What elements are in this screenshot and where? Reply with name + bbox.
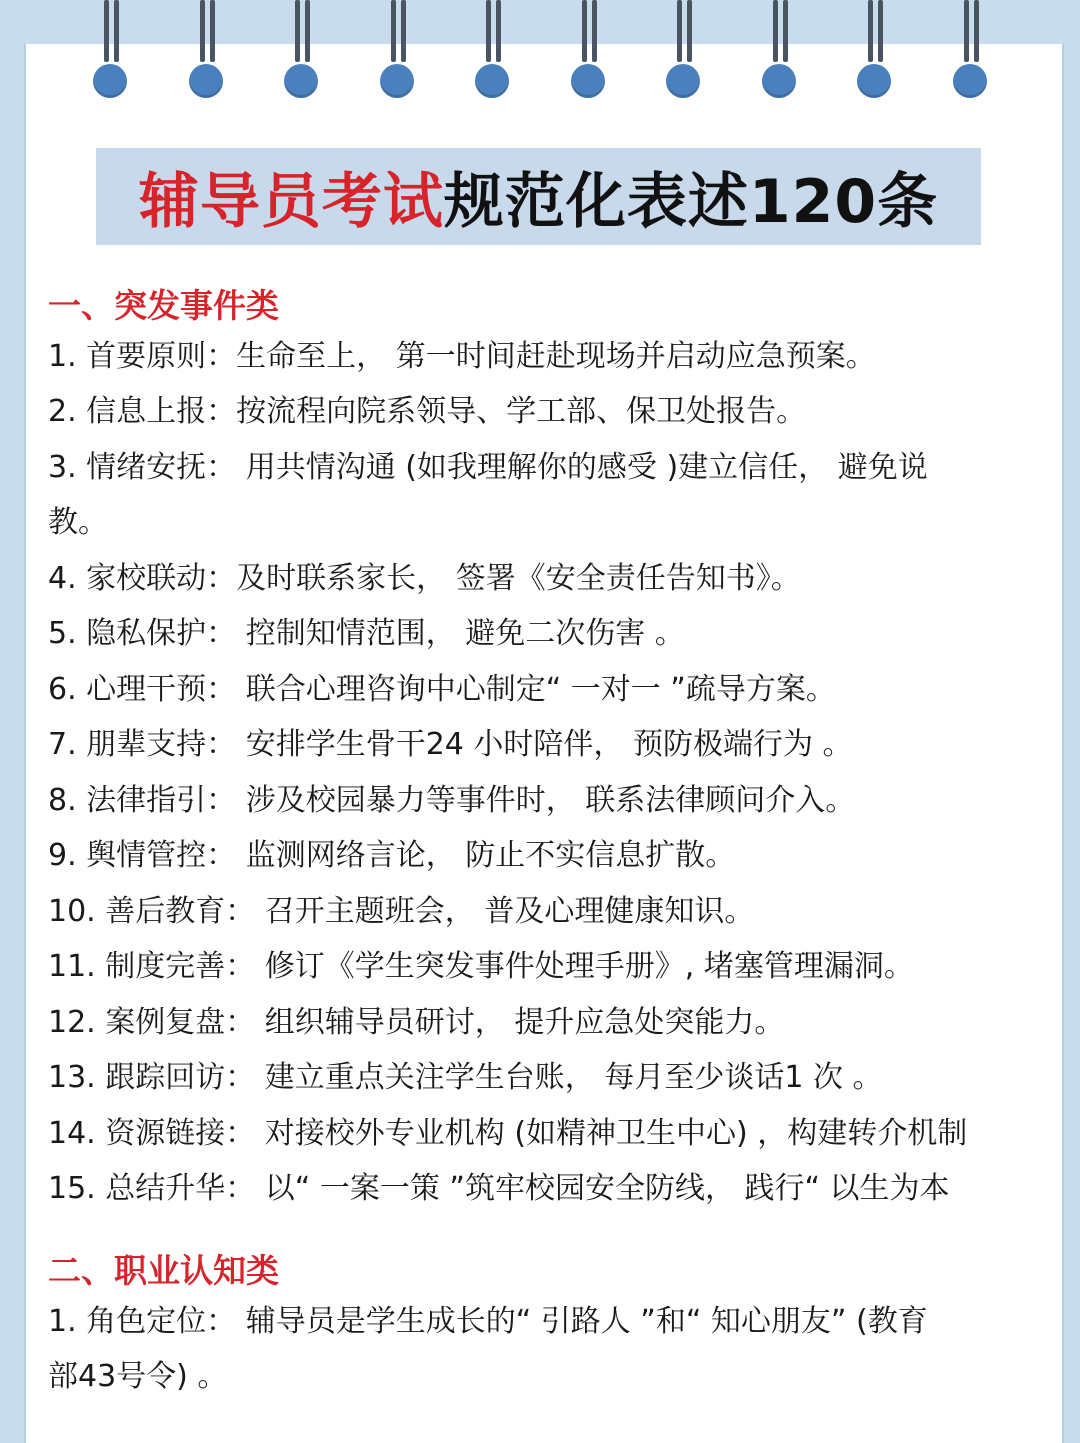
list-item: 9. 舆情管控： 监测网络言论， 防止不实信息扩散。 bbox=[48, 838, 736, 873]
title-red-part: 辅导员考试 bbox=[138, 166, 444, 237]
list-item-continuation: 部43号令) 。 bbox=[48, 1359, 228, 1394]
spiral-binding bbox=[0, 0, 1080, 110]
list-item: 13. 跟踪回访： 建立重点关注学生台账， 每月至少谈话1 次 。 bbox=[48, 1060, 883, 1095]
binding-ring-icon bbox=[282, 0, 322, 110]
binding-ring-icon bbox=[473, 0, 513, 110]
binding-ring-icon bbox=[855, 0, 895, 110]
list-item: 8. 法律指引： 涉及校园暴力等事件时， 联系法律顾问介入。 bbox=[48, 783, 856, 818]
list-item: 7. 朋辈支持： 安排学生骨干24 小时陪伴， 预防极端行为 。 bbox=[48, 727, 853, 762]
list-item: 1. 首要原则：生命至上， 第一时间赶赴现场并启动应急预案。 bbox=[48, 339, 876, 374]
binding-ring-icon bbox=[378, 0, 418, 110]
list-item: 14. 资源链接： 对接校外专业机构 (如精神卫生中心) ，构建转介机制 bbox=[48, 1116, 968, 1151]
list-item: 12. 案例复盘： 组织辅导员研讨， 提升应急处突能力。 bbox=[48, 1005, 785, 1040]
section-heading-emergency: 一、突发事件类 bbox=[48, 286, 279, 325]
binding-ring-icon bbox=[569, 0, 609, 110]
binding-ring-icon bbox=[187, 0, 227, 110]
list-item: 6. 心理干预： 联合心理咨询中心制定“ 一对一 ”疏导方案。 bbox=[48, 672, 836, 707]
list-item: 15. 总结升华： 以“ 一案一策 ”筑牢校园安全防线， 践行“ 以生为本 bbox=[48, 1171, 950, 1206]
binding-ring-icon bbox=[760, 0, 800, 110]
list-item: 1. 角色定位： 辅导员是学生成长的“ 引路人 ”和“ 知心朋友” (教育 bbox=[48, 1304, 928, 1339]
list-item: 2. 信息上报：按流程向院系领导、学工部、保卫处报告。 bbox=[48, 394, 807, 429]
list-item: 5. 隐私保护： 控制知情范围， 避免二次伤害 。 bbox=[48, 616, 685, 651]
title-banner bbox=[96, 148, 981, 245]
list-item: 11. 制度完善： 修订《学生突发事件处理手册》, 堵塞管理漏洞。 bbox=[48, 949, 914, 984]
list-item-continuation: 教。 bbox=[48, 505, 108, 540]
binding-ring-icon bbox=[664, 0, 704, 110]
page-title bbox=[139, 154, 938, 240]
binding-ring-icon bbox=[91, 0, 131, 110]
section-heading-career: 二、职业认知类 bbox=[48, 1251, 279, 1290]
title-black-part: 规范化表述120条 bbox=[443, 166, 939, 237]
list-item: 10. 善后教育： 召开主题班会， 普及心理健康知识。 bbox=[48, 894, 755, 929]
list-item: 4. 家校联动：及时联系家长， 签署《安全责任告知书》。 bbox=[48, 561, 801, 596]
binding-ring-icon bbox=[951, 0, 991, 110]
list-item: 3. 情绪安抚： 用共情沟通 (如我理解你的感受 )建立信任， 避免说 bbox=[48, 450, 928, 485]
